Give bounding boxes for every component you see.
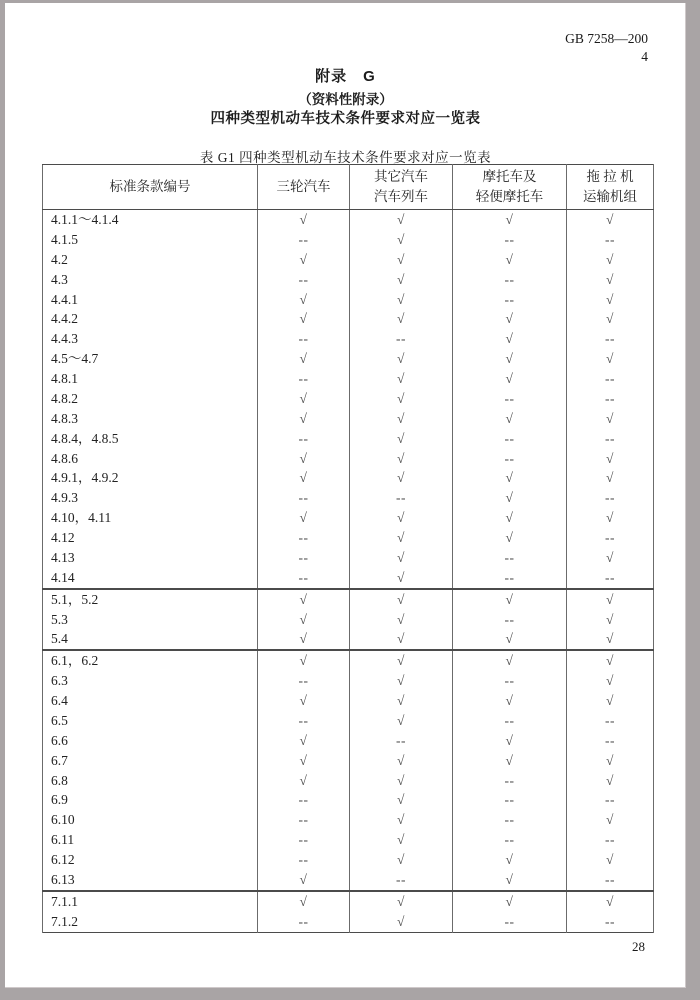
mark-cell: -- [258,850,350,870]
mark-cell: -- [350,731,453,751]
clause-cell: 4.14 [43,568,258,589]
table-row [43,290,654,310]
mark-cell: -- [453,810,567,830]
table-row [43,230,654,250]
mark-cell: -- [567,711,654,731]
column-header-line: 轻便摩托车 [475,189,544,204]
clause-cell: 4.1.1～4.1.4 [43,210,258,230]
mark-cell: √ [453,891,567,912]
mark-cell: √ [453,309,567,329]
mark-cell: -- [567,369,654,389]
table-row [43,671,654,691]
mark-cell: √ [350,290,453,310]
clause-cell: 4.3 [43,270,258,290]
mark-cell: √ [350,568,453,589]
mark-cell: √ [567,270,654,290]
mark-cell: √ [350,230,453,250]
mark-cell: √ [258,349,350,369]
table-caption: 表 G1 四种类型机动车技术条件要求对应一览表 [199,150,492,165]
clause-cell: 6.6 [43,731,258,751]
mark-cell: -- [258,329,350,349]
clause-cell: 6.11 [43,830,258,850]
doc-code-line2: 4 [641,49,648,64]
mark-cell: -- [567,731,654,751]
mark-cell: -- [258,230,350,250]
clause-cell: 4.4.1 [43,290,258,310]
clause-cell: 6.9 [43,790,258,810]
mark-cell: √ [350,369,453,389]
mark-cell: √ [350,830,453,850]
table-row [43,830,654,850]
mark-cell: -- [258,369,350,389]
mark-cell: √ [350,691,453,711]
mark-cell: √ [453,751,567,771]
mark-cell: -- [258,790,350,810]
clause-cell: 4.4.2 [43,309,258,329]
mark-cell: √ [453,629,567,650]
mark-cell: -- [453,389,567,409]
mark-cell: √ [350,210,453,230]
table-row [43,349,654,369]
table-row [43,711,654,731]
mark-cell: √ [350,629,453,650]
mark-cell: √ [453,528,567,548]
column-header [567,165,654,210]
mark-cell: -- [453,671,567,691]
mark-cell: -- [258,548,350,568]
table-row [43,589,654,610]
table-row [43,691,654,711]
mark-cell: -- [453,771,567,791]
mark-cell: √ [567,290,654,310]
mark-cell: √ [350,589,453,610]
mark-cell: -- [567,389,654,409]
mark-cell: √ [258,751,350,771]
table-row [43,629,654,650]
clause-cell: 4.13 [43,548,258,568]
mark-cell: √ [567,771,654,791]
mark-cell: √ [350,528,453,548]
mark-cell: √ [453,850,567,870]
clause-cell: 4.4.3 [43,329,258,349]
mark-cell: -- [567,830,654,850]
table-row [43,548,654,568]
mark-cell: -- [453,548,567,568]
table-row [43,468,654,488]
mark-cell: -- [567,870,654,891]
clause-cell: 4.10，4.11 [43,508,258,528]
column-header [258,165,350,210]
mark-cell: -- [258,830,350,850]
mark-cell: √ [350,650,453,671]
mark-cell: √ [258,629,350,650]
mark-cell: √ [350,349,453,369]
table-row [43,389,654,409]
mark-cell: √ [350,309,453,329]
clause-cell: 6.3 [43,671,258,691]
mark-cell: √ [350,751,453,771]
mark-cell: √ [453,210,567,230]
clause-cell: 5.1，5.2 [43,589,258,610]
column-header-line: 拖 拉 机 [586,169,634,184]
table-row [43,870,654,891]
table-row [43,528,654,548]
mark-cell: -- [258,429,350,449]
mark-cell: √ [567,589,654,610]
mark-cell: √ [567,751,654,771]
clause-cell: 6.12 [43,850,258,870]
mark-cell: √ [258,771,350,791]
mark-cell: √ [350,610,453,630]
mark-cell: √ [258,409,350,429]
mark-cell: -- [258,270,350,290]
mark-cell: √ [567,610,654,630]
mark-cell: -- [258,711,350,731]
mark-cell: √ [350,790,453,810]
table-row [43,488,654,508]
appendix-heading: 四种类型机动车技术条件要求对应一览表 [210,111,481,127]
table-row [43,790,654,810]
mark-cell: √ [350,771,453,791]
mark-cell: √ [258,468,350,488]
mark-cell: -- [258,528,350,548]
mark-cell: √ [258,449,350,469]
mark-cell: √ [453,589,567,610]
column-header [453,165,567,210]
column-header [43,165,258,210]
mark-cell: √ [258,650,350,671]
clause-cell: 6.4 [43,691,258,711]
table-row [43,850,654,870]
clause-cell: 4.12 [43,528,258,548]
clause-cell: 6.10 [43,810,258,830]
table-row [43,912,654,932]
mark-cell: √ [350,912,453,932]
appendix-subtitle: （资料性附录） [298,92,393,107]
mark-cell: -- [453,830,567,850]
column-header-line: 三轮汽车 [276,179,331,194]
mark-cell: √ [567,629,654,650]
table-row [43,429,654,449]
mark-cell: √ [453,650,567,671]
mark-cell: -- [567,912,654,932]
clause-cell: 5.3 [43,610,258,630]
mark-cell: -- [453,449,567,469]
table-row [43,610,654,630]
table-row [43,449,654,469]
table-row [43,891,654,912]
table-row [43,250,654,270]
mark-cell: √ [350,270,453,290]
mark-cell: √ [567,210,654,230]
clause-cell: 7.1.1 [43,891,258,912]
mark-cell: √ [453,329,567,349]
column-header-line: 摩托车及 [482,169,537,184]
clause-cell: 4.5～4.7 [43,349,258,369]
mark-cell: √ [567,650,654,671]
clause-cell: 4.9.3 [43,488,258,508]
mark-cell: √ [567,449,654,469]
mark-cell: -- [350,488,453,508]
mark-cell: √ [453,409,567,429]
table-row [43,329,654,349]
mark-cell: √ [567,309,654,329]
clause-cell: 4.8.2 [43,389,258,409]
clause-cell: 4.8.1 [43,369,258,389]
clause-cell: 6.8 [43,771,258,791]
mark-cell: -- [567,488,654,508]
mark-cell: √ [567,850,654,870]
mark-cell: √ [350,468,453,488]
column-header-line: 运输机组 [583,189,637,204]
mark-cell: √ [350,671,453,691]
mark-cell: -- [567,528,654,548]
clause-cell: 6.13 [43,870,258,891]
clause-cell: 7.1.2 [43,912,258,932]
column-header-line: 其它汽车 [374,169,428,184]
mark-cell: √ [567,810,654,830]
table-row [43,731,654,751]
mark-cell: √ [258,891,350,912]
table-row [43,508,654,528]
mark-cell: √ [350,891,453,912]
clause-cell: 6.1，6.2 [43,650,258,671]
mark-cell: √ [350,250,453,270]
mark-cell: √ [258,870,350,891]
mark-cell: √ [350,449,453,469]
mark-cell: √ [453,468,567,488]
mark-cell: √ [258,589,350,610]
clause-cell: 4.1.5 [43,230,258,250]
appendix-title: 附录 G [315,68,376,85]
mark-cell: √ [350,548,453,568]
mark-cell: √ [453,369,567,389]
mark-cell: √ [453,731,567,751]
mark-cell: -- [258,671,350,691]
mark-cell: -- [453,711,567,731]
table-row [43,751,654,771]
mark-cell: -- [453,568,567,589]
column-header [350,165,453,210]
table-row [43,568,654,589]
mark-cell: √ [567,508,654,528]
table-g1 [42,164,654,933]
mark-cell: √ [258,508,350,528]
clause-cell: 4.9.1，4.9.2 [43,468,258,488]
mark-cell: -- [453,429,567,449]
mark-cell: -- [453,290,567,310]
mark-cell: √ [453,250,567,270]
column-header-line: 汽车列车 [374,189,428,204]
mark-cell: √ [567,671,654,691]
table-row [43,309,654,329]
mark-cell: √ [567,468,654,488]
clause-cell: 6.5 [43,711,258,731]
mark-cell: -- [258,568,350,589]
table-row [43,210,654,230]
mark-cell: √ [453,488,567,508]
table-row [43,369,654,389]
mark-cell: √ [258,290,350,310]
mark-cell: √ [258,210,350,230]
table-row [43,810,654,830]
document-page [5,3,686,988]
table-row [43,409,654,429]
clause-cell: 6.7 [43,751,258,771]
clause-cell: 5.4 [43,629,258,650]
mark-cell: -- [453,230,567,250]
mark-cell: -- [258,488,350,508]
mark-cell: -- [567,429,654,449]
clause-cell: 4.2 [43,250,258,270]
mark-cell: -- [453,790,567,810]
mark-cell: -- [350,329,453,349]
doc-code-line1: GB 7258—200 [565,31,648,46]
page-number: 28 [632,939,645,954]
mark-cell: √ [453,870,567,891]
mark-cell: -- [567,790,654,810]
mark-cell: √ [350,409,453,429]
table-row [43,650,654,671]
table-header-row [43,165,654,210]
mark-cell: -- [453,912,567,932]
mark-cell: √ [567,548,654,568]
mark-cell: √ [567,891,654,912]
column-header-line: 标准条款编号 [109,179,191,194]
doc-code [565,30,648,66]
mark-cell: √ [567,691,654,711]
clause-cell: 4.8.6 [43,449,258,469]
mark-cell: √ [258,250,350,270]
mark-cell: √ [350,810,453,830]
mark-cell: √ [453,508,567,528]
table-row [43,270,654,290]
mark-cell: √ [350,429,453,449]
mark-cell: √ [258,309,350,329]
mark-cell: √ [258,389,350,409]
mark-cell: √ [350,850,453,870]
clause-cell: 4.8.3 [43,409,258,429]
mark-cell: √ [258,731,350,751]
mark-cell: -- [453,270,567,290]
mark-cell: √ [258,691,350,711]
table-row [43,771,654,791]
mark-cell: √ [258,610,350,630]
clause-cell: 4.8.4，4.8.5 [43,429,258,449]
mark-cell: -- [258,810,350,830]
mark-cell: -- [258,912,350,932]
mark-cell: √ [453,349,567,369]
mark-cell: -- [350,870,453,891]
mark-cell: -- [453,610,567,630]
mark-cell: √ [350,711,453,731]
mark-cell: -- [567,329,654,349]
mark-cell: -- [567,230,654,250]
mark-cell: √ [350,508,453,528]
mark-cell: √ [567,349,654,369]
mark-cell: √ [567,409,654,429]
mark-cell: -- [567,568,654,589]
mark-cell: √ [567,250,654,270]
mark-cell: √ [453,691,567,711]
mark-cell: √ [350,389,453,409]
